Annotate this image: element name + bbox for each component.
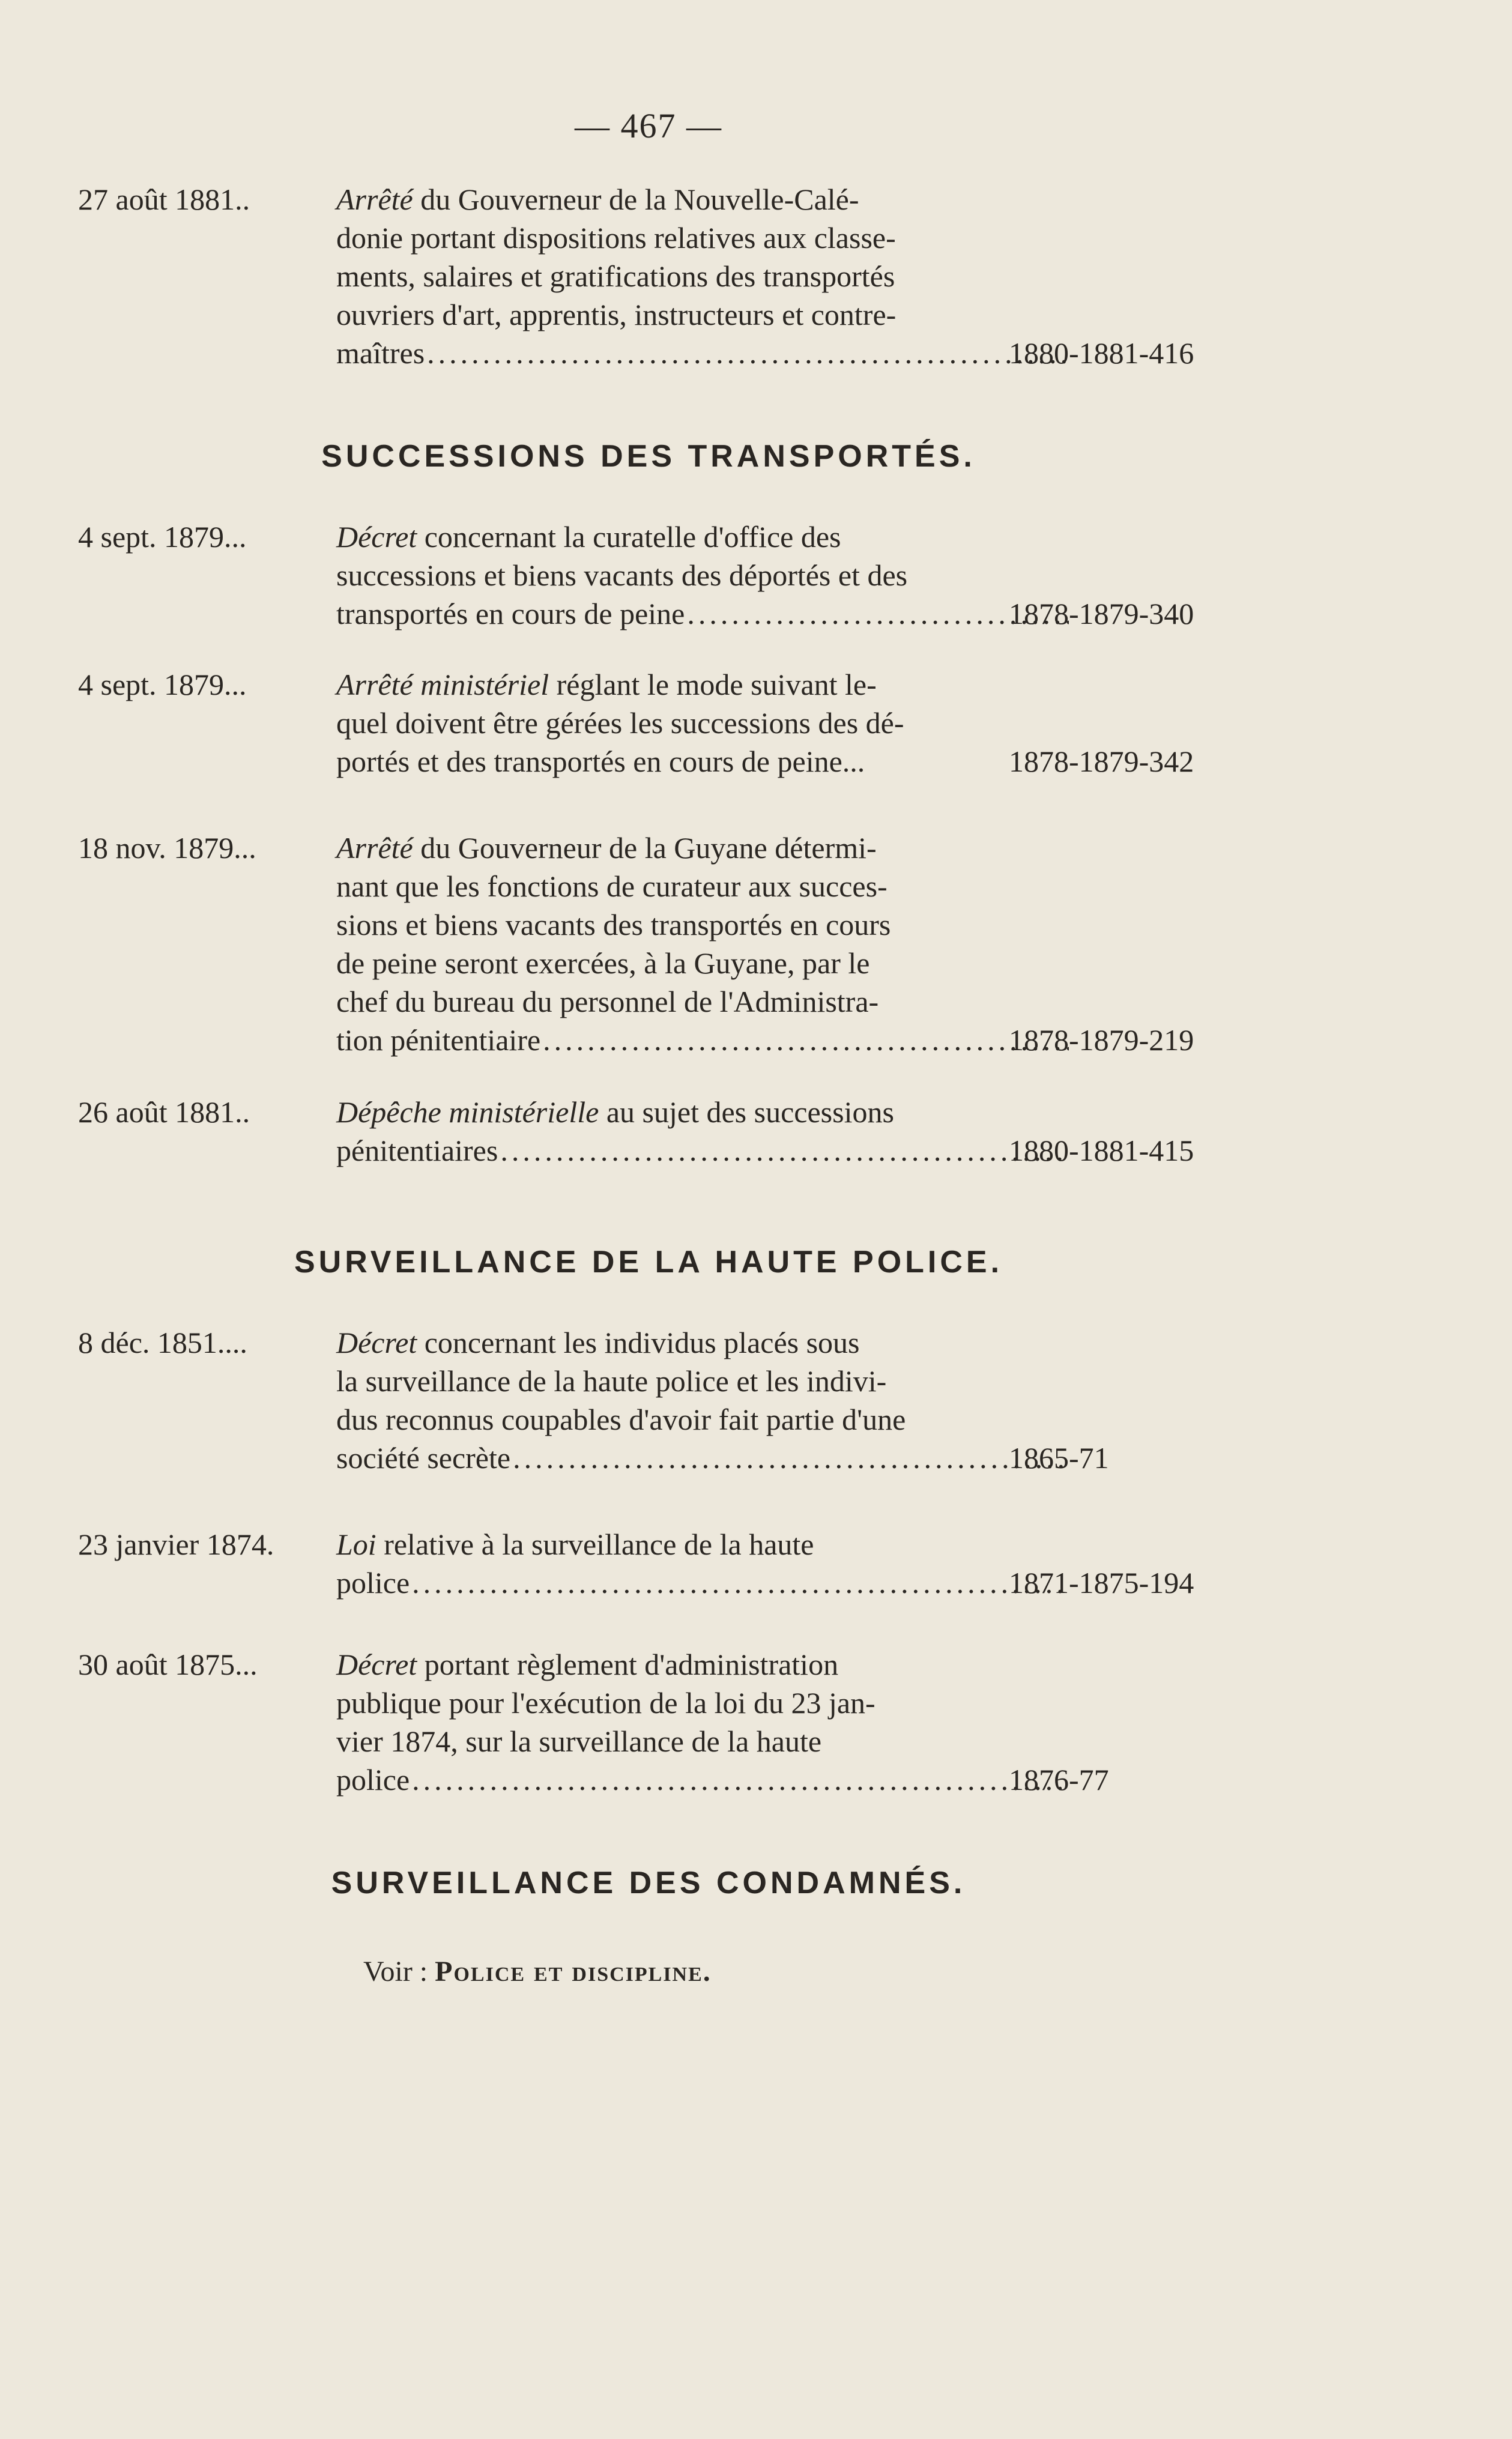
entry-reference: 1880-1881-415 xyxy=(1009,1134,1194,1167)
entry-line: Décret concernant les individus placés sous xyxy=(336,1326,860,1359)
entry-date: 23 janvier 1874. xyxy=(78,1528,274,1561)
entry-last-line: pénitentiaires ..... xyxy=(336,1131,1069,1170)
dot-leader xyxy=(513,1439,1069,1477)
entry-text xyxy=(336,1093,1069,1170)
entry-line: Décret concernant la curatelle d'office des xyxy=(336,520,841,554)
entry-last-line: tion pénitentiaire ..... xyxy=(336,1021,1069,1059)
act-type: Décret xyxy=(336,1648,417,1681)
entry-date: 4 sept. 1879... xyxy=(78,520,247,554)
dot-leader xyxy=(412,1760,1069,1799)
entry-reference: 1878-1879-342 xyxy=(1009,745,1194,778)
entry-line: successions et biens vacants des déportés et des xyxy=(336,558,908,592)
page-number: — 467 — xyxy=(575,106,722,145)
entry-date: 8 déc. 1851.... xyxy=(78,1326,247,1359)
act-type: Loi xyxy=(336,1528,376,1561)
section-heading-haute-police: SURVEILLANCE DE LA HAUTE POLICE. xyxy=(294,1245,1003,1280)
entry-last-line: portés et des transportés en cours de peine... xyxy=(336,745,865,778)
entry-date: 26 août 1881.. xyxy=(78,1095,250,1129)
entry-text xyxy=(336,1525,1069,1602)
entry-date: 18 nov. 1879... xyxy=(78,831,256,865)
entry-last-line: transportés en cours de peine ..... xyxy=(336,594,1069,633)
entry-line: Décret portant règlement d'administration xyxy=(336,1648,839,1681)
entry-reference: 1865-71 xyxy=(1009,1441,1109,1475)
entry-last-line: société secrète ..... xyxy=(336,1439,1069,1477)
entry-line: publique pour l'exécution de la loi du 23 jan- xyxy=(336,1686,875,1720)
entry-reference: 1878-1879-219 xyxy=(1009,1023,1194,1057)
entry-date: 30 août 1875... xyxy=(78,1648,258,1681)
entry-line: dus reconnus coupables d'avoir fait partie d'une xyxy=(336,1403,906,1436)
entry-line: nant que les fonctions de curateur aux succes- xyxy=(336,869,888,903)
act-type: Décret xyxy=(336,1326,417,1359)
entry-text xyxy=(336,829,1069,1059)
entry-line: de peine seront exercées, à la Guyane, par le xyxy=(336,946,870,980)
entry-reference: 1880-1881-416 xyxy=(1009,336,1194,370)
entry-text xyxy=(336,180,1069,372)
entry-line: ouvriers d'art, apprentis, instructeurs et contre- xyxy=(336,298,897,331)
entry-line: quel doivent être gérées les successions des dé- xyxy=(336,706,904,740)
see-also-link[interactable]: Police et discipline. xyxy=(435,1956,712,1987)
entry-line: Arrêté ministériel réglant le mode suivant le- xyxy=(336,668,877,701)
act-type: Arrêté xyxy=(336,183,413,216)
entry-text xyxy=(336,1323,1069,1477)
entry-last-line: maîtres ..... xyxy=(336,334,1069,372)
entry-text xyxy=(336,1645,1069,1799)
act-type: Décret xyxy=(336,520,417,554)
entry-text xyxy=(336,518,1069,633)
entry-line: Arrêté du Gouverneur de la Guyane détermi- xyxy=(336,831,877,865)
entry-reference: 1871-1875-194 xyxy=(1009,1566,1194,1600)
section-heading-condamnes: SURVEILLANCE DES CONDAMNÉS. xyxy=(331,1866,966,1900)
entry-line: donie portant dispositions relatives aux classe- xyxy=(336,221,896,255)
entry-reference: 1878-1879-340 xyxy=(1009,597,1194,630)
see-also xyxy=(363,1955,712,1988)
dot-leader xyxy=(500,1131,1069,1170)
entry-line: vier 1874, sur la surveillance de la haute xyxy=(336,1724,822,1758)
see-also-prefix: Voir : xyxy=(363,1956,435,1987)
section-heading-successions: SUCCESSIONS DES TRANSPORTÉS. xyxy=(321,439,976,474)
entry-date: 4 sept. 1879... xyxy=(78,668,247,701)
entry-line: Arrêté du Gouverneur de la Nouvelle-Calé- xyxy=(336,183,859,216)
act-type: Arrêté ministériel xyxy=(336,668,549,701)
entry-line: sions et biens vacants des transportés en cours xyxy=(336,908,891,941)
dot-leader xyxy=(412,1564,1069,1602)
entry-line: ments, salaires et gratifications des transportés xyxy=(336,259,895,293)
entry-line: Dépêche ministérielle au sujet des successions xyxy=(336,1095,894,1129)
entry-last-line: police ..... xyxy=(336,1564,1069,1602)
entry-reference: 1876-77 xyxy=(1009,1763,1109,1797)
entry-line: la surveillance de la haute police et les indivi- xyxy=(336,1364,887,1398)
dot-leader xyxy=(427,334,1069,372)
dot-leader xyxy=(543,1021,1069,1059)
act-type: Dépêche ministérielle xyxy=(336,1095,599,1129)
entry-line: Loi relative à la surveillance de la haute xyxy=(336,1528,814,1561)
entry-date: 27 août 1881.. xyxy=(78,183,250,216)
entry-line: chef du bureau du personnel de l'Administra- xyxy=(336,985,879,1018)
act-type: Arrêté xyxy=(336,831,413,865)
entry-text xyxy=(336,665,1069,781)
entry-last-line: police ..... xyxy=(336,1760,1069,1799)
